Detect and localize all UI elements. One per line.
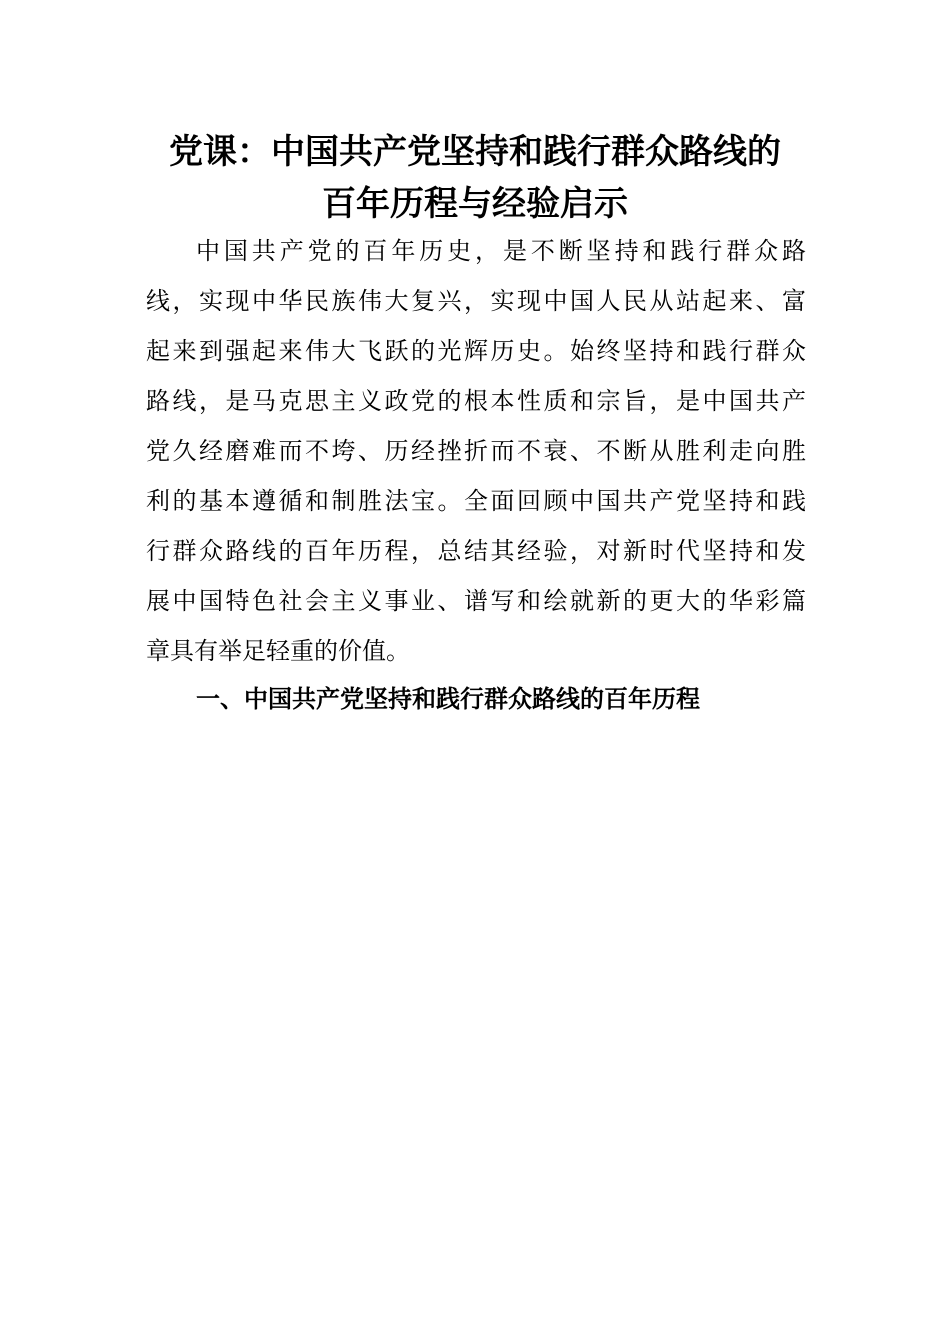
paragraph-line: 中国共产党的百年历史，是不断坚持和践行群众路 [196, 237, 806, 265]
section-heading: 一、中国共产党坚持和践行群众路线的百年历程 [196, 685, 700, 713]
paragraph-line: 展中国特色社会主义事业、谱写和绘就新的更大的华彩篇 [146, 587, 806, 615]
paragraph-line: 利的基本遵循和制胜法宝。全面回顾中国共产党坚持和践 [146, 487, 806, 515]
paragraph-line: 路线，是马克思主义政党的根本性质和宗旨，是中国共产 [146, 387, 806, 415]
paragraph-line: 章具有举足轻重的价值。 [146, 637, 410, 665]
paragraph-line: 起来到强起来伟大飞跃的光辉历史。始终坚持和践行群众 [146, 337, 806, 365]
paragraph-line: 行群众路线的百年历程，总结其经验，对新时代坚持和发 [146, 537, 806, 565]
document-title-line-1: 党课：中国共产党坚持和践行群众路线的 [169, 132, 781, 172]
document-title-line-2: 百年历程与经验启示 [322, 184, 628, 224]
paragraph-line: 线，实现中华民族伟大复兴，实现中国人民从站起来、富 [146, 287, 806, 315]
paragraph-line: 党久经磨难而不垮、历经挫折而不衰、不断从胜利走向胜 [146, 437, 806, 465]
